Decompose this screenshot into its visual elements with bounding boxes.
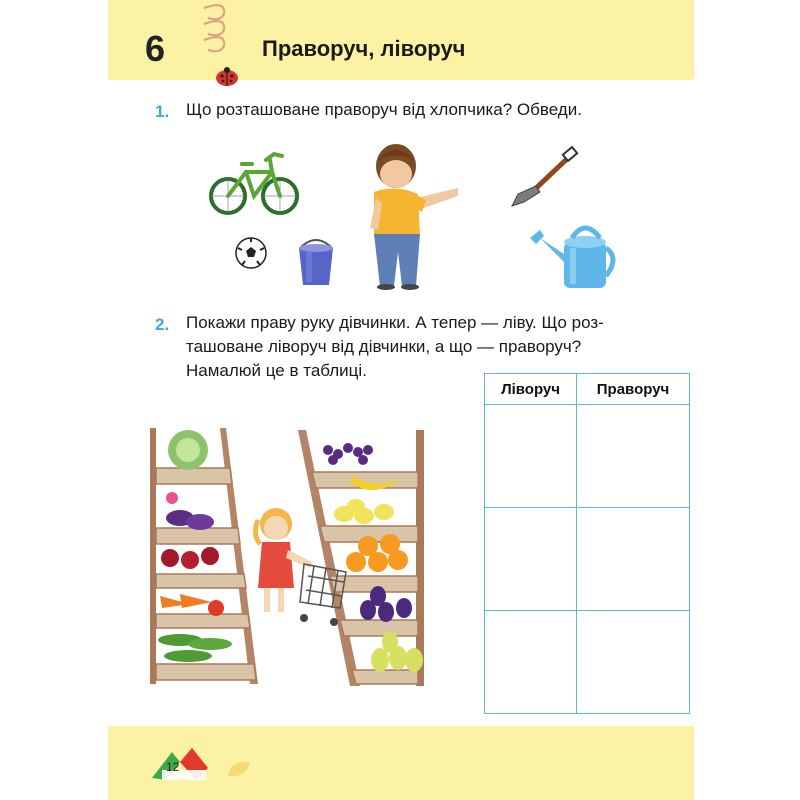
bicycle-icon[interactable] xyxy=(208,148,300,220)
book-logo-icon xyxy=(150,744,210,782)
answer-table xyxy=(484,373,690,714)
leaf-icon xyxy=(224,758,254,780)
table-cell[interactable] xyxy=(577,405,690,508)
task1-number: 1. xyxy=(155,102,170,121)
chapter-number: 6 xyxy=(145,28,166,69)
girl-with-cart xyxy=(248,506,348,638)
table-header-right: Праворуч xyxy=(577,374,690,405)
task2-line-1: Покажи праву руку дівчинки. А тепер — ліву. Що роз- xyxy=(186,313,604,332)
soccer-ball-icon[interactable] xyxy=(234,236,268,270)
table-cell[interactable] xyxy=(577,611,690,714)
task2-line-3: Намалюй це в таблиці. xyxy=(186,361,367,380)
ladybug-icon xyxy=(212,66,242,88)
table-cell[interactable] xyxy=(485,508,577,611)
shovel-icon[interactable] xyxy=(510,150,580,208)
table-cell[interactable] xyxy=(485,611,577,714)
bucket-icon[interactable] xyxy=(296,238,336,288)
vegetable-shelf xyxy=(150,428,260,684)
watering-can-icon[interactable] xyxy=(530,224,620,292)
table-cell[interactable] xyxy=(577,508,690,611)
task2-line-2: ташоване ліворуч від дівчинки, а що — праворуч? xyxy=(186,337,582,356)
table-header-left: Ліворуч xyxy=(485,374,577,405)
page-number: 12 xyxy=(166,760,180,774)
boy-figure xyxy=(362,140,462,290)
page-title: Праворуч, ліворуч xyxy=(262,36,466,61)
task2-number: 2. xyxy=(155,315,170,334)
task1-text: Що розташоване праворуч від хлопчика? Обведи. xyxy=(186,100,582,119)
table-cell[interactable] xyxy=(485,405,577,508)
